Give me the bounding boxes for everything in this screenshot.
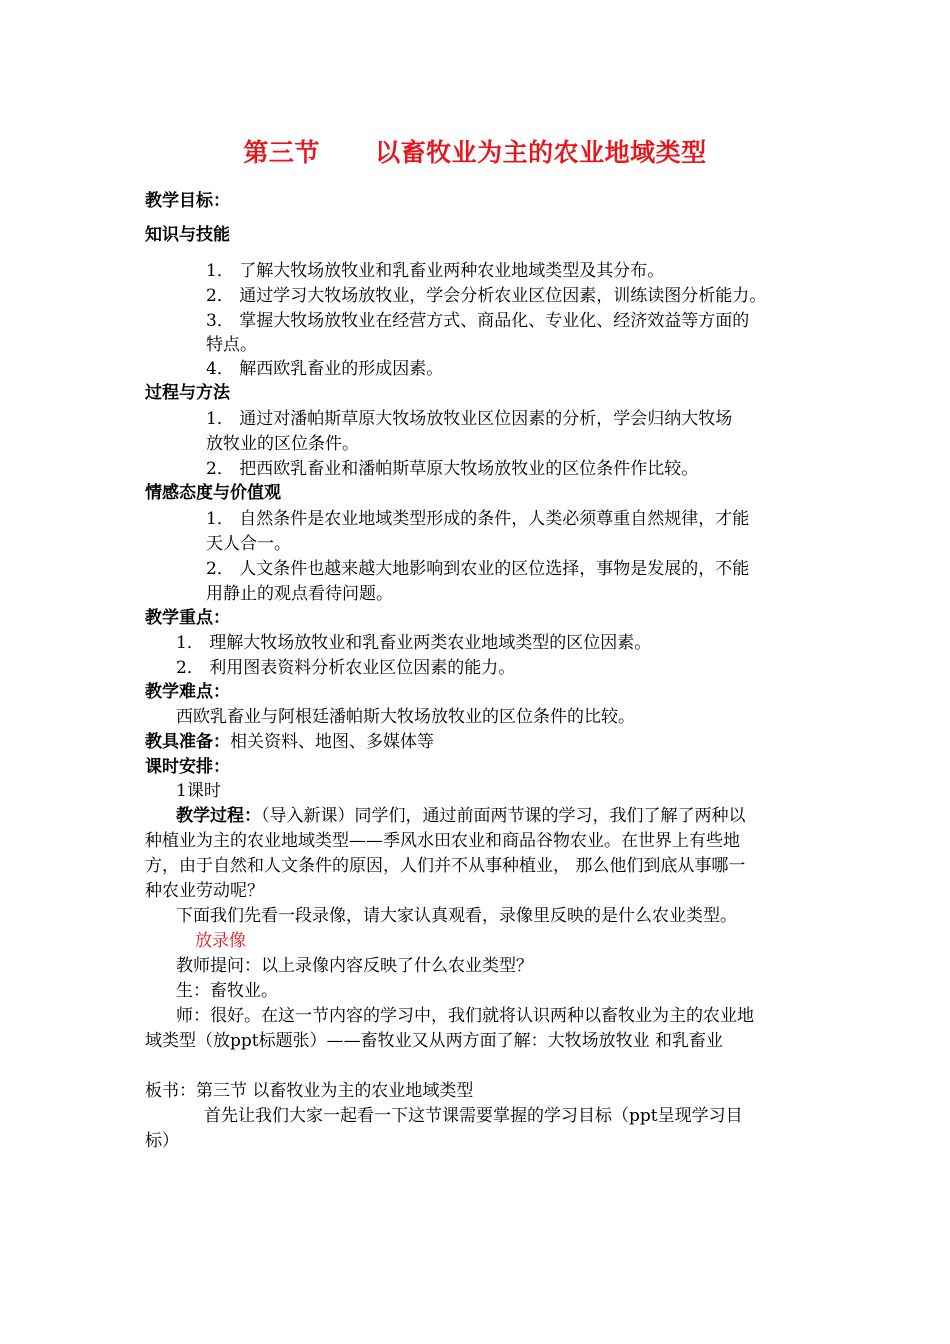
keypoints-heading: 教学重点： [145,608,230,628]
teacher-response-line-2: 域类型（放ppt标题张）——畜牧业又从两方面了解：大牧场放牧业 和乳畜业 [145,1031,723,1051]
tools-label: 教具准备： [145,732,230,752]
emotion-item-1-cont: 天人合一。 [206,534,291,554]
objectives-heading: 教学目标： [145,191,230,211]
page-title: 第三节 以畜牧业为主的农业地域类型 [243,138,707,167]
procedure-paragraph-line-1 [176,804,746,828]
emotion-heading: 情感态度与价值观 [145,483,281,503]
knowledge-heading: 知识与技能 [145,225,230,245]
teacher-response-line-1: 师：很好。在这一节内容的学习中，我们就将认识两种以畜牧业为主的农业地 [176,1006,754,1026]
knowledge-item-3-cont: 特点。 [206,335,257,355]
difficulty-heading: 教学难点： [145,682,230,702]
schedule-heading: 课时安排： [145,757,230,777]
knowledge-item-1: 1． 了解大牧场放牧业和乳畜业两种农业地域类型及其分布。 [206,261,665,281]
procedure-intro-text: （导入新课）同学们，通过前面两节课的学习，我们了解了两种以 [261,806,746,826]
keypoint-item-1: 1． 理解大牧场放牧业和乳畜业两类农业地域类型的区位因素。 [176,633,652,653]
tools-text: 相关资料、地图、多媒体等 [230,732,434,752]
difficulty-text: 西欧乳畜业与阿根廷潘帕斯大牧场放牧业的区位条件的比较。 [176,707,635,727]
teacher-question: 教师提问：以上录像内容反映了什么农业类型？ [176,956,533,976]
knowledge-item-2: 2． 通过学习大牧场放牧业，学会分析农业区位因素，训练读图分析能力。 [206,286,767,306]
board-writing: 板书：第三节 以畜牧业为主的农业地域类型 [145,1081,474,1101]
video-instruction: 下面我们先看一段录像，请大家认真观看，录像里反映的是什么农业类型。 [176,906,737,926]
closing-line-2: 标） [145,1131,179,1151]
procedure-paragraph-line-3: 方，由于自然和人文条件的原因，人们并不从事种植业， 那么他们到底从事哪一 [145,856,746,876]
process-heading: 过程与方法 [145,383,230,403]
student-answer: 生：畜牧业。 [176,981,278,1001]
procedure-paragraph-line-2: 种植业为主的农业地域类型——季风水田农业和商品谷物农业。在世界上有些地 [145,831,740,851]
schedule-text: 1课时 [176,781,221,801]
emotion-item-2-cont: 用静止的观点看待问题。 [206,584,393,604]
closing-line-1: 首先让我们大家一起看一下这节课需要掌握的学习目标（ppt呈现学习目 [204,1106,743,1126]
procedure-paragraph-line-4: 种农业劳动呢？ [145,881,264,901]
play-video-note: 放录像 [195,931,246,951]
knowledge-item-4: 4． 解西欧乳畜业的形成因素。 [206,359,444,379]
keypoint-item-2: 2． 利用图表资料分析农业区位因素的能力。 [176,658,516,678]
knowledge-item-3: 3． 掌握大牧场放牧业在经营方式、商品化、专业化、经济效益等方面的 [206,311,750,331]
process-item-2: 2． 把西欧乳畜业和潘帕斯草原大牧场放牧业的区位条件作比较。 [206,459,699,479]
process-item-1: 1． 通过对潘帕斯草原大牧场放牧业区位因素的分析，学会归纳大牧场 [206,409,733,429]
emotion-item-1: 1． 自然条件是农业地域类型形成的条件，人类必须尊重自然规律，才能 [206,509,750,529]
procedure-label: 教学过程： [176,806,261,826]
process-item-1-cont: 放牧业的区位条件。 [206,434,359,454]
tools-line [145,730,434,754]
emotion-item-2: 2． 人文条件也越来越大地影响到农业的区位选择，事物是发展的，不能 [206,559,750,579]
